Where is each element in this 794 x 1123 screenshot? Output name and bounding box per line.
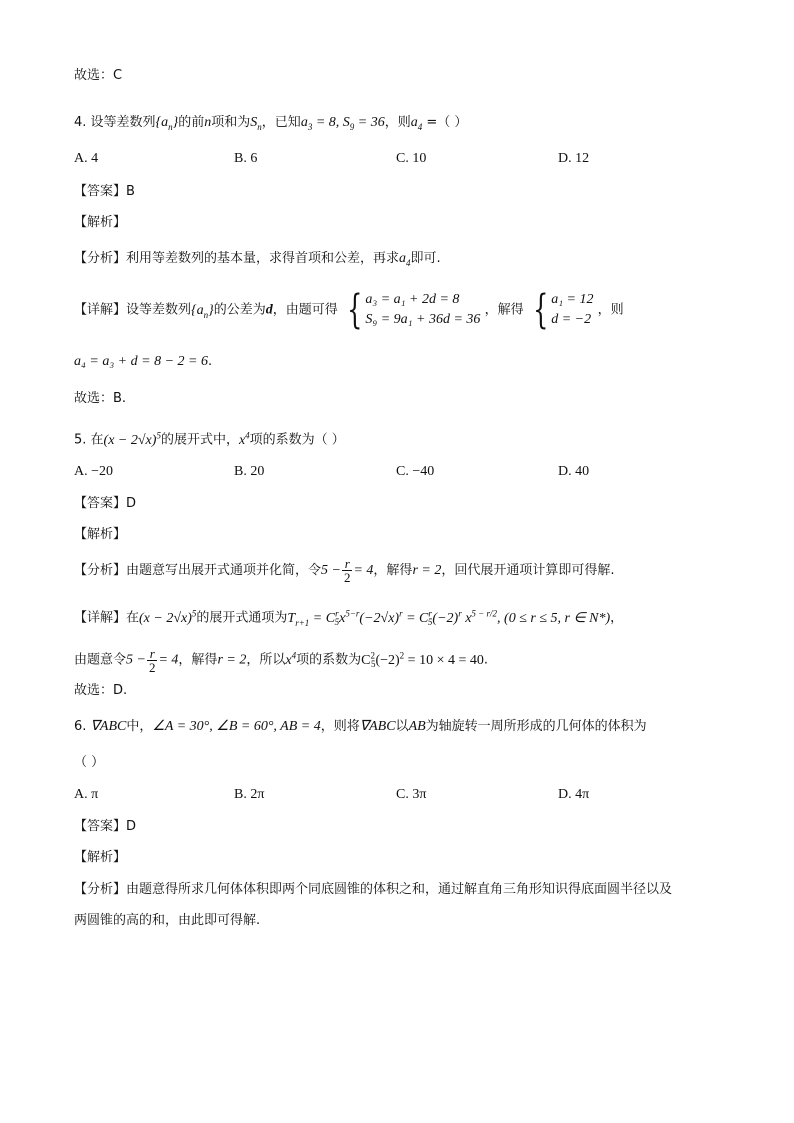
q5-general-term: $T_{r+1} = C^r_5x^{5-r}(-2√x)^r = C^r_5(-2)^r$ $x^{5 - r/2}$, (0 ≤ r ≤ 5, r ∈ N*): [287, 608, 611, 628]
q5-detail-2: 由题意令5 − $\frac{r}{2}$ = 4，解得r = 2，所以$x^4$项的系数为$C^2_5(-2)^2 = 10 \times 4 = 40$.: [74, 645, 488, 675]
q4-jiexi: 【解析】: [74, 215, 127, 230]
q5-jiexi: 【解析】: [74, 527, 127, 542]
q5-option-d: D. 40: [558, 464, 590, 479]
q5-detail: 【详解】在$(x - 2√x)^5$的展开式通项为$T_{r+1} = C^r_5x^{5-r}(-2√x)^r = C^r_5(-2)^r$ $x^{5 - r/2}$, (0 ≤ r ≤ 5, r ∈ N*)，: [74, 608, 624, 628]
q4-system-1: { a₃ = a₁ + 2d = 8 S₉ = 9a₁ + 36d = 36: [346, 286, 481, 333]
q5-answer: 【答案】D: [74, 496, 137, 511]
q5-option-c: C. −40: [396, 464, 435, 479]
q6-analysis-1: 【分析】由题意得所求几何体体积即两个同底圆锥的体积之和，通过解直角三角形知识得底面圆半径以及: [74, 882, 673, 897]
q4-answer: 【答案】B: [74, 184, 135, 199]
q4-option-a: A. 4: [74, 151, 99, 166]
question-6: 6. ∇ABC中，∠A = 30°, ∠B = 60°, AB = 4，则将∇ABC以AB为轴旋转一周所形成的几何体的体积为: [74, 719, 647, 734]
q4-option-c: C. 10: [396, 151, 427, 166]
q5-final: 故选：D.: [74, 683, 128, 698]
q4-option-d: D. 12: [558, 151, 590, 166]
q5-analysis: 【分析】由题意写出展开式通项并化简，令5 − $\frac{r}{2}$ = 4，解得r = 2，回代展开通项计算即可得解.: [74, 556, 615, 585]
prev-answer-line: 故选：C: [74, 68, 123, 83]
q5-option-b: B. 20: [234, 464, 265, 479]
q6-option-c: C. 3π: [396, 787, 427, 802]
q6-option-b: B. 2π: [234, 787, 265, 802]
q4-analysis: 【分析】利用等差数列的基本量，求得首项和公差，再求$a_4$即可.: [74, 251, 441, 268]
q4-final: 故选：B.: [74, 391, 127, 406]
q6-answer: 【答案】D: [74, 819, 137, 834]
q4-detail: 【详解】设等差数列$\{a_n\}$的公差为d，由题可得 { a₃ = a₁ + 2d = 8 S₉ = 9a₁ + 36d = 36 ，解得 { a₁ = 12 d = −2 ，则: [74, 286, 624, 333]
question-4: 4. 设等差数列$\{a_n\}$的前n项和为$S_n$，已知$a_3 = 8$, $S_9 = 36$，则$a_4$ =（ ）: [74, 115, 468, 132]
q6-jiexi: 【解析】: [74, 850, 127, 865]
question-5: 5. 在$(x - 2√x)^5$的展开式中，$x^4$项的系数为（ ）: [74, 430, 345, 448]
q6-option-a: A. π: [74, 787, 99, 802]
q4-intro: 4. 设等差数列: [74, 115, 156, 130]
q6-analysis-2: 两圆锥的高的和，由此即可得解.: [74, 913, 261, 928]
q4-system-2: { a₁ = 12 d = −2: [532, 286, 594, 333]
q5-option-a: A. −20: [74, 464, 114, 479]
q4-seq: $\{a_n\}$: [155, 115, 179, 132]
q4-calc: a₄ = a₃ + d = 8 − 2 = 6.: [74, 354, 213, 369]
q6-option-d: D. 4π: [558, 787, 590, 802]
q6-paren: （ ）: [74, 755, 105, 770]
q4-option-b: B. 6: [234, 151, 258, 166]
